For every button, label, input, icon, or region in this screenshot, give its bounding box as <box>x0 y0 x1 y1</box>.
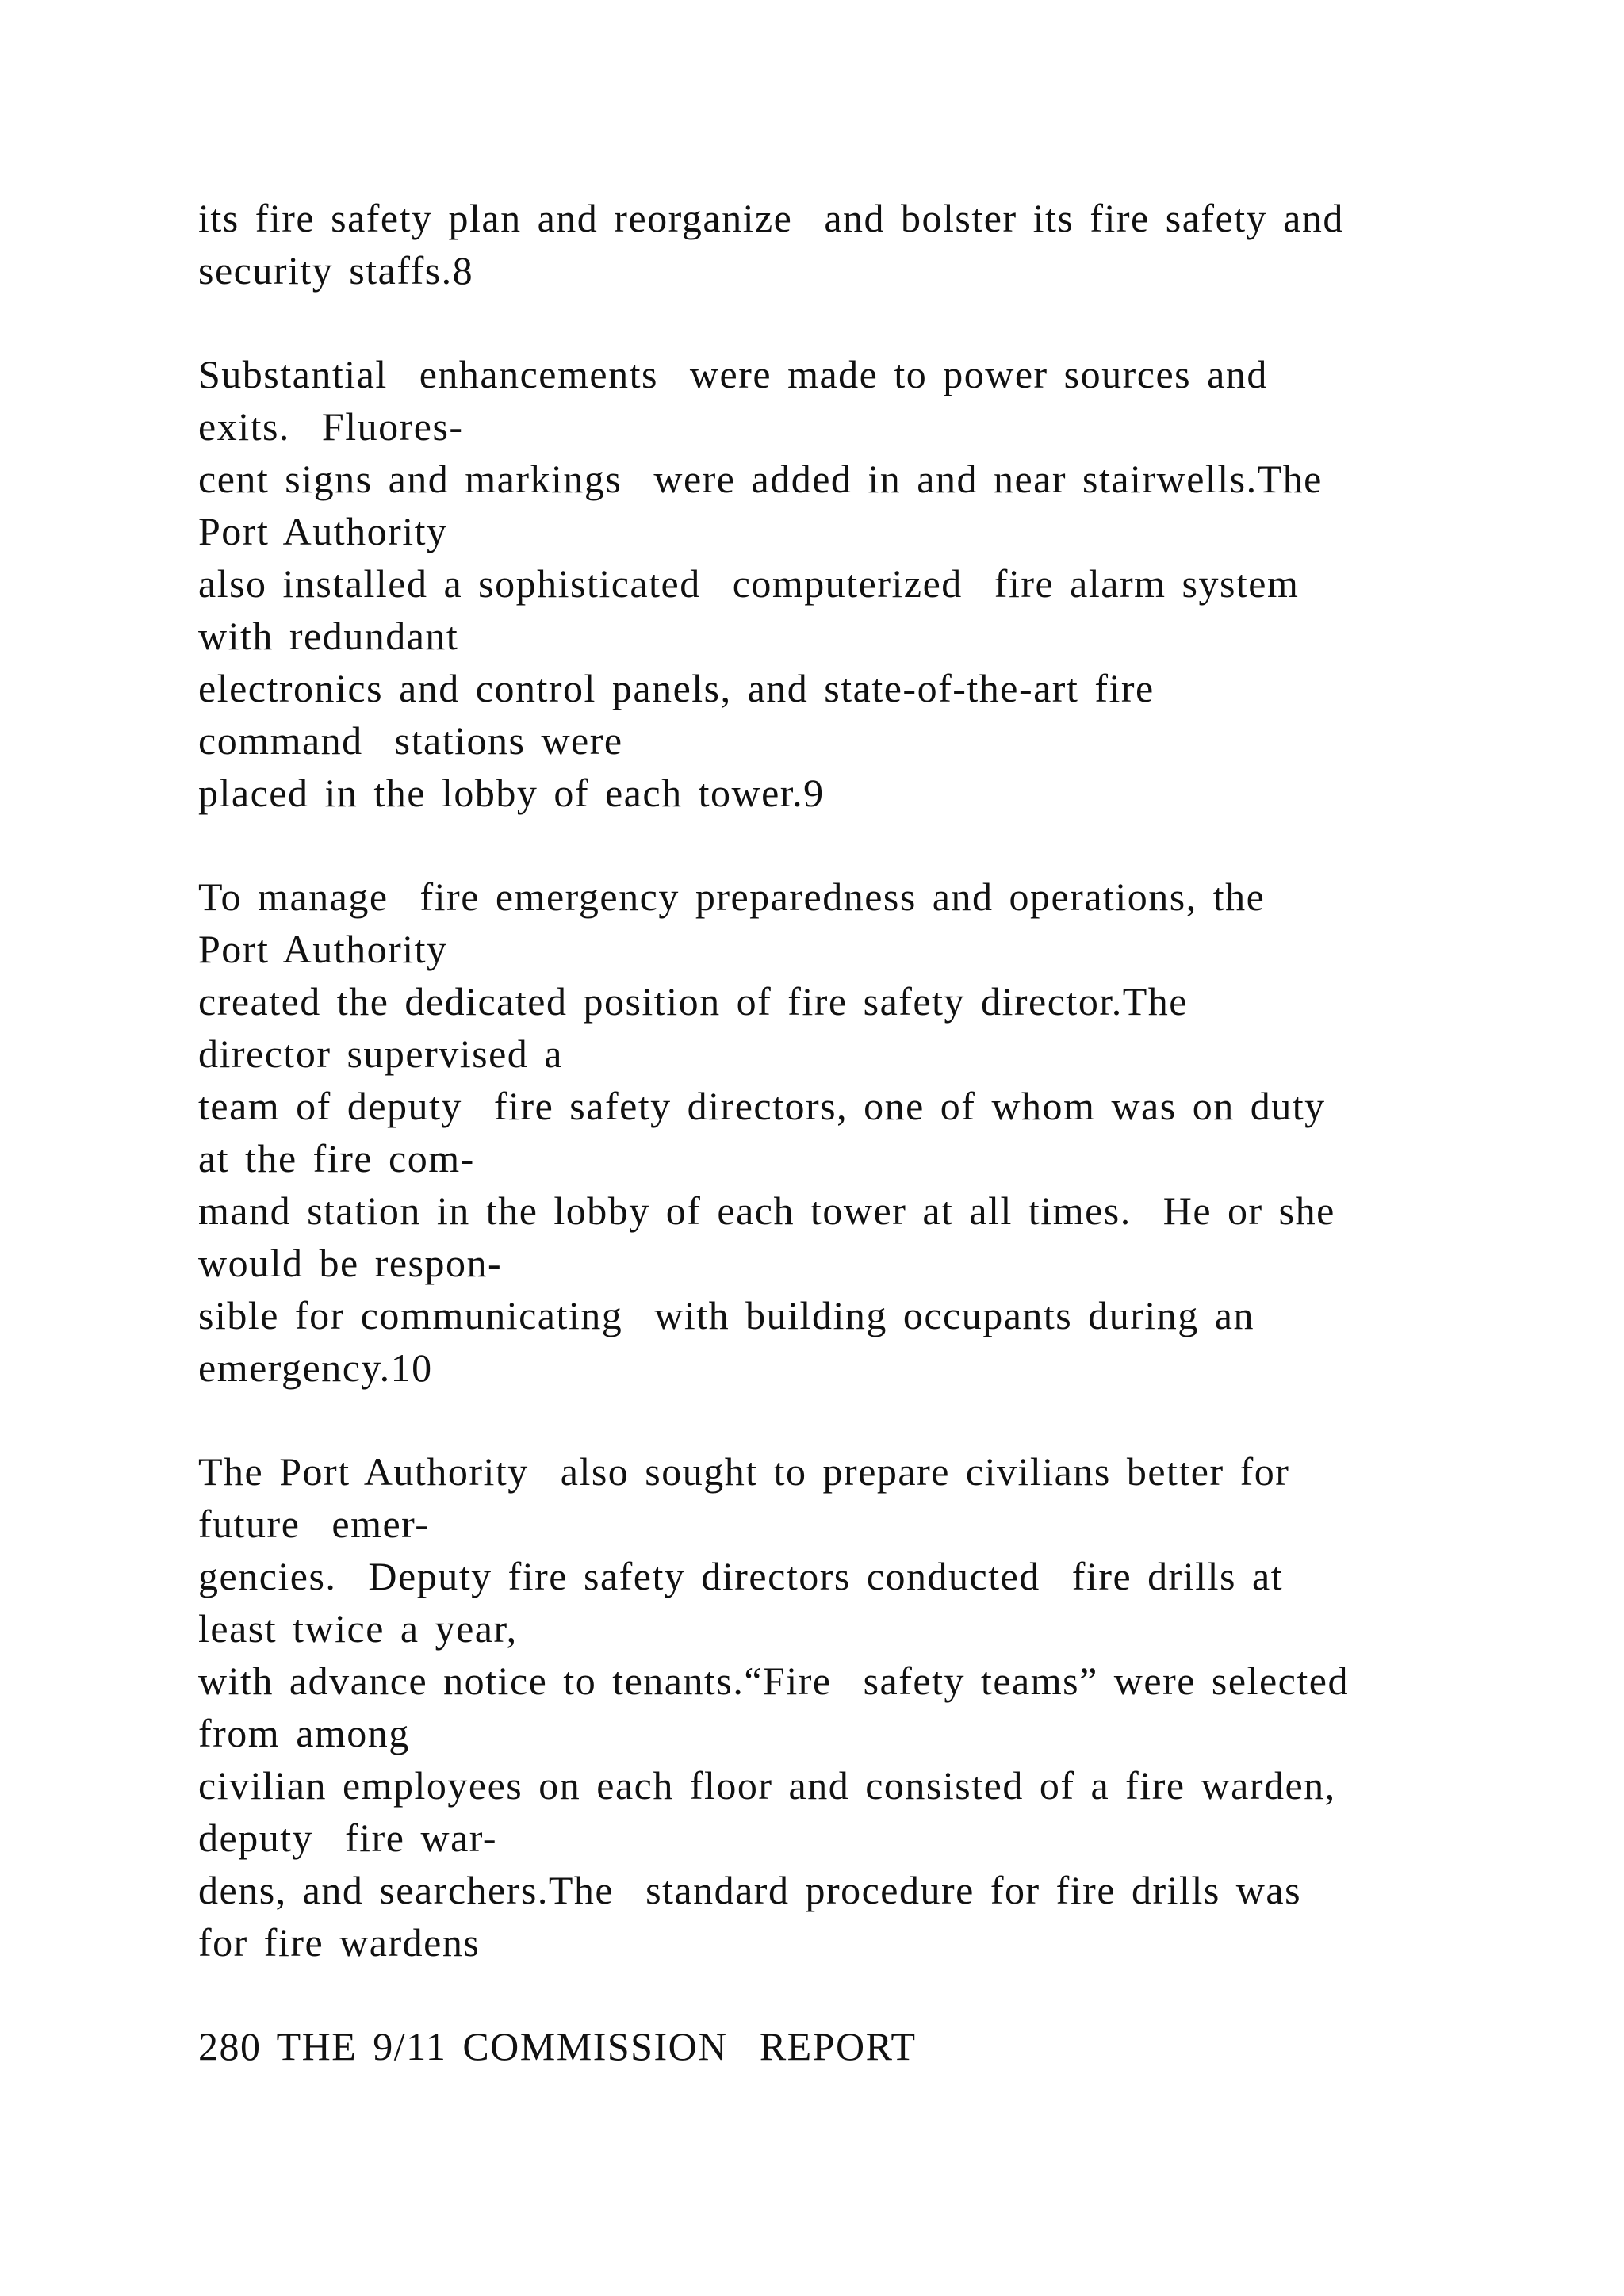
text-line: gencies. Deputy fire safety directors conducted fire drills at <box>198 1554 1284 1598</box>
text-line: with advance notice to tenants.“Fire safety teams” were selected <box>198 1659 1349 1703</box>
text-line: team of deputy fire safety directors, one of whom was on duty <box>198 1084 1326 1128</box>
text-line: at the fire com- <box>198 1136 475 1181</box>
text-line: for fire wardens <box>198 1920 481 1965</box>
text-line: also installed a sophisticated computerized fire alarm system <box>198 561 1300 606</box>
text-line: dens, and searchers.The standard procedure for fire drills was <box>198 1868 1302 1912</box>
text-line: To manage fire emergency preparedness and operations, the <box>198 874 1266 919</box>
text-line: its fire safety plan and reorganize and bolster its fire safety and <box>198 196 1344 240</box>
text-line: least twice a year, <box>198 1606 518 1651</box>
text-line: Port Authority <box>198 927 448 971</box>
text-line: exits. Fluores- <box>198 404 464 449</box>
text-line: would be respon- <box>198 1241 503 1285</box>
text-line: emergency.10 <box>198 1345 433 1390</box>
text-line: security staffs.8 <box>198 248 474 293</box>
text-line: electronics and control panels, and state-of-the-art fire <box>198 666 1155 710</box>
paragraph-3 <box>198 871 1507 1394</box>
paragraph-gap <box>198 297 1507 348</box>
text-line: cent signs and markings were added in and near stairwells.The <box>198 457 1323 501</box>
text-line: with redundant <box>198 614 459 658</box>
paragraph-1 <box>198 192 1507 297</box>
text-line: mand station in the lobby of each tower at all times. He or she <box>198 1188 1335 1233</box>
document-body <box>198 192 1507 2072</box>
paragraph-gap <box>198 1394 1507 1445</box>
page-footer: 280 THE 9/11 COMMISSION REPORT <box>198 2024 917 2068</box>
text-line: placed in the lobby of each tower.9 <box>198 771 825 815</box>
paragraph-2 <box>198 348 1507 819</box>
paragraph-4 <box>198 1445 1507 1969</box>
text-line: future emer- <box>198 1502 430 1546</box>
text-line: sible for communicating with building occupants during an <box>198 1293 1254 1337</box>
text-line: created the dedicated position of fire safety director.The <box>198 979 1188 1024</box>
text-line: Port Authority <box>198 509 448 553</box>
text-line: Substantial enhancements were made to power sources and <box>198 352 1268 396</box>
paragraph-gap <box>198 819 1507 871</box>
text-line: command stations were <box>198 718 623 763</box>
text-line: The Port Authority also sought to prepare civilians better for <box>198 1449 1290 1494</box>
text-line: from among <box>198 1711 410 1755</box>
text-line: civilian employees on each floor and consisted of a fire warden, <box>198 1763 1336 1808</box>
paragraph-gap <box>198 1969 1507 2020</box>
text-line: deputy fire war- <box>198 1816 498 1860</box>
text-line: director supervised a <box>198 1031 564 1076</box>
